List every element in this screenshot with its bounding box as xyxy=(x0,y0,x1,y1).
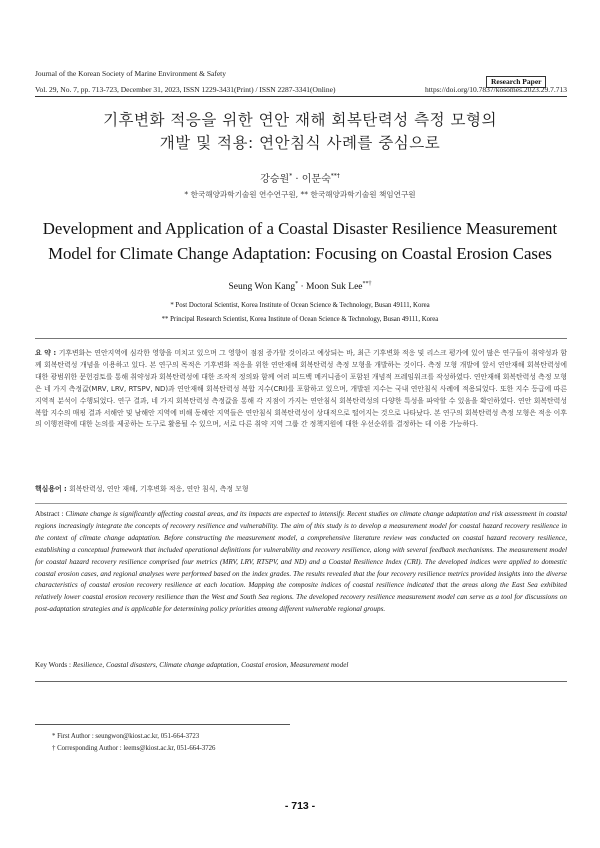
author-en-1-mark: * xyxy=(295,281,299,287)
title-ko-line2: 개발 및 적용: 연안침식 사례를 중심으로 xyxy=(159,134,441,152)
article-type-badge: Research Paper xyxy=(486,76,546,88)
header-rule xyxy=(35,96,567,97)
affiliation-en-2: ** Principal Research Scientist, Korea Institute of Ocean Science & Technology, Busan 49111, Korea xyxy=(161,316,439,323)
affiliation-en-1: * Post Doctoral Scientist, Korea Institute of Ocean Science & Technology, Busan 49111, Korea xyxy=(170,302,430,309)
abstract-en-text: Climate change is significantly affecting coastal areas, and its impacts are expected to intensify. Recent studies on climate change adaptation and risk assessment in coastal regions increasingly integrate the concepts of recovery resilience and vulnerability. The aim of this study is to develop a measurement model for coastal hazard recovery resilience in the context of climate change adaptation. Before constructing the measurement model, a comprehensive literature review was conducted on coastal hazard recovery resilience, establishing a conceptual framework that included operational definitions for vulnerability and recovery resilience, along with several feedback mechanisms. The measurement model for coastal hazard recovery resilience comprised four metrics (MRV, LRV, RTSPV, and ND) and a Coastal Resilience Index (CRI). The developed indices were applied to domestic coastal erosion cases, and regional analyses were performed based on the index grades. The results revealed that the four recovery resilience metrics provided insights into the diverse characteristics of coastal erosion recovery resilience at each location. Mapping the composite indices of coastal resilience indicated that the areas along the East Sea exhibited relatively lower coastal erosion recovery resilience than the West and South Sea regions. The developed recovery resilience measurement model can serve as a tool for discussions on post-adaptation strategies and is applicable for determining policy priorities among different vulnerable regional groups. xyxy=(35,510,567,614)
keywords-ko-label: 핵심용어 : xyxy=(35,485,70,493)
keywords-en-label: Key Words : xyxy=(35,661,73,669)
abstract-en xyxy=(35,509,567,616)
abstract-ko-label: 요 약 : xyxy=(35,349,59,357)
author-separator: · xyxy=(292,174,302,185)
keywords-en-text: Resilience, Coastal disasters, Climate change adaptation, Coastal erosion, Measurement model xyxy=(72,661,349,669)
section-rule xyxy=(35,503,567,504)
abstract-en-label: Abstract : xyxy=(35,510,66,518)
title-ko-line1: 기후변화 적응을 위한 연안 재해 회복탄력성 측정 모형의 xyxy=(103,111,497,129)
page-number: - 713 - xyxy=(284,800,316,812)
abstract-ko-text: 기후변화는 연안지역에 심각한 영향을 미치고 있으며 그 영향이 점점 증가할 것이라고 예상되는 바, 최근 기후변화 적응 및 리스크 평가에 있어 많은 연구들이 취약성과 함께 회복탄력성 개념을 이용하고 있다. 본 연구의 목적은 기후변화 적응을 위한 연안재해 회복탄력성 측정 모형을 개발하는 것이다. 측정 모형 개발에 앞서 연안재해 회복탄력성에 대한 광범위한 문헌검토를 통해 취약성과 회복탄력성에 대한 조작적 정의와 함께 여러 피드백 메커니즘이 포함된 개념적 프레임워크를 작성하였다. 연안재해 회복탄력성 측정 모형은 네 가지 측정값(MRV, LRV, RTSPV, ND)과 연안재해 회복탄력성 복합 지수(CRI)를 포함하고 있으며, 개발된 지수는 국내 연안침식 사례에 적용되었다. 또한 지수 등급에 따른 지역적 분석이 수행되었다. 연구 결과, 네 가지 회복탄력성 측정값을 통해 각 지점이 가지는 연안침식 회복탄력성의 다양한 특성을 파악할 수 있음을 확인하였다. 연안 회복탄력성 복합 지수의 매핑 결과 서해안 및 남해안 지역에 비해 동해안 지역들은 연안침식 회복탄력성이 상대적으로 떨어지는 것으로 나타났다. 본 연구의 회복탄력성 측정 모형은 적응 이후의 이행전략에 대한 논의를 제공하는 도구로 활용될 수 있으며, 서로 다른 취약 지역 그룹 간 정책지원에 대한 우선순위를 결정하는 데 이용 가능하다. xyxy=(35,349,568,429)
footnote-rule xyxy=(35,724,290,725)
keywords-ko-text: 회복탄력성, 연안 재해, 기후변화 적응, 연안 침식, 측정 모형 xyxy=(69,485,249,493)
abstract-ko xyxy=(35,348,567,431)
abstract-top-rule xyxy=(35,338,567,339)
authors-en xyxy=(0,281,600,292)
title-en-line2: Model for Climate Change Adaptation: Focusing on Coastal Erosion Cases xyxy=(48,244,552,263)
journal-name: Journal of the Korean Society of Marine Environment & Safety xyxy=(35,69,226,78)
keywords-ko xyxy=(35,484,567,496)
affiliation-ko: * 한국해양과학기술원 연수연구원, ** 한국해양과학기술원 책임연구원 xyxy=(184,190,416,199)
footnote-corresponding-author: † Corresponding Author : leems@kiost.ac.kr, 051-664-3726 xyxy=(52,745,216,752)
title-en-line1: Development and Application of a Coastal Disaster Resilience Measurement xyxy=(42,219,558,238)
abstract-bottom-rule xyxy=(35,681,567,682)
authors-ko xyxy=(0,170,600,185)
doi-link[interactable]: https://doi.org/10.7837/kosomes.2023.29.7.713 xyxy=(425,85,567,94)
author-ko-1: 강승원 xyxy=(260,174,290,185)
keywords-en xyxy=(35,660,567,672)
footnote-first-author: * First Author : seungwon@kiost.ac.kr, 051-664-3723 xyxy=(52,733,200,740)
volume-info: Vol. 29, No. 7, pp. 713-723, December 31, 2023, ISSN 1229-3431(Print) / ISSN 2287-3341(Online) xyxy=(35,85,336,94)
author-ko-2-mark: **† xyxy=(330,172,340,180)
author-ko-2: 이문숙 xyxy=(301,174,331,185)
author-en-2: Moon Suk Lee xyxy=(306,282,363,293)
author-separator: · xyxy=(298,282,307,293)
author-en-1: Seung Won Kang xyxy=(228,282,296,293)
author-ko-1-mark: * xyxy=(289,172,293,180)
author-en-2-mark: **† xyxy=(362,281,372,287)
